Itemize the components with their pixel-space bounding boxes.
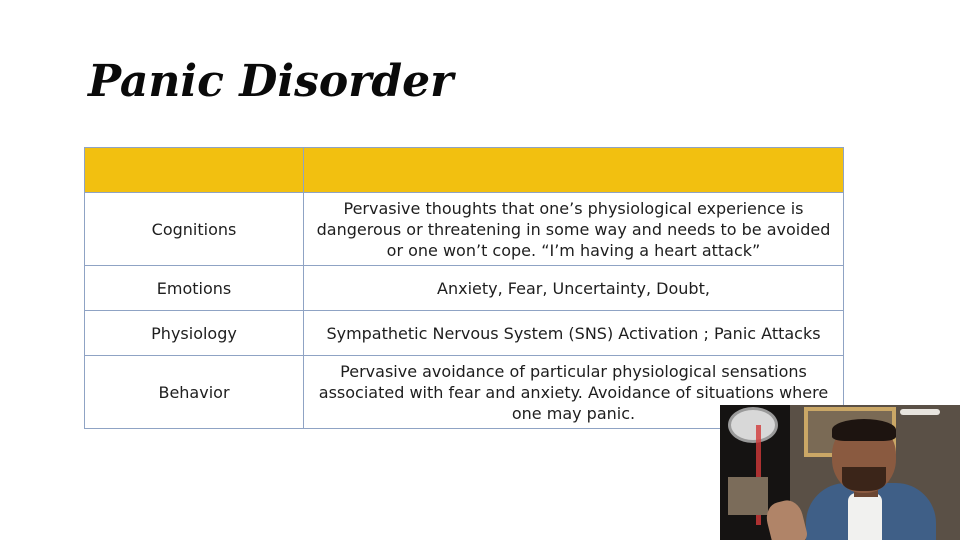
table-row — [85, 311, 844, 356]
table-row — [85, 266, 844, 311]
ceiling-fan — [900, 409, 940, 415]
shelf-wheel-decor — [728, 407, 778, 443]
row-description-cognitions: Pervasive thoughts that one’s physiological experience is dangerous or threatening in some way and needs to be avoided or one won’t cope. “I’m having a heart attack” — [304, 193, 844, 266]
presenter-shirt — [848, 493, 882, 540]
row-label-behavior: Behavior — [85, 356, 304, 429]
row-label-emotions: Emotions — [85, 266, 304, 311]
presenter-hair — [832, 419, 896, 441]
webcam-overlay — [720, 405, 960, 540]
row-description-physiology: Sympathetic Nervous System (SNS) Activation ; Panic Attacks — [304, 311, 844, 356]
table-header-cell-description — [304, 148, 844, 193]
row-label-cognitions: Cognitions — [85, 193, 304, 266]
row-label-physiology: Physiology — [85, 311, 304, 356]
row-description-behavior: Pervasive avoidance of particular physiological sensations associated with fear and anxiety. Avoidance of situations where one may panic. — [304, 356, 844, 429]
shelf-books — [728, 477, 768, 515]
table-header-cell-label — [85, 148, 304, 193]
table-header-row — [85, 148, 844, 193]
slide-title: Panic Disorder — [88, 56, 454, 107]
content-table — [84, 147, 844, 429]
presenter-beard — [842, 467, 886, 491]
row-description-emotions: Anxiety, Fear, Uncertainty, Doubt, — [304, 266, 844, 311]
table-row — [85, 193, 844, 266]
